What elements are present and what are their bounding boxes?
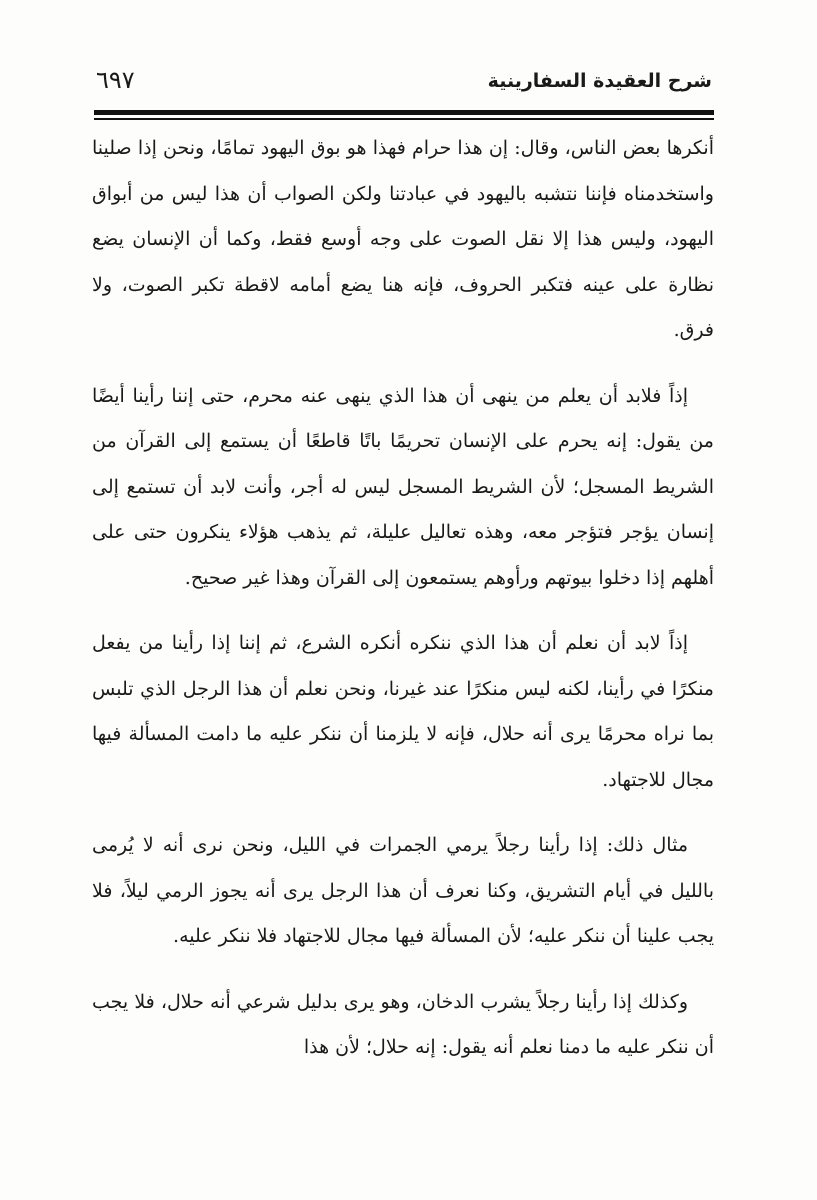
running-header bbox=[96, 62, 712, 102]
running-title: شرح العقيدة السفارينية bbox=[487, 70, 712, 92]
paragraph: وكذلك إذا رأينا رجلاً يشرب الدخان، وهو يرى بدليل شرعي أنه حلال، فلا يجب أن ننكر عليه ما دمنا نعلم أنه يقول: إنه حلال؛ لأن هذا bbox=[92, 990, 714, 1058]
paragraph: إذاً فلابد أن يعلم من ينهى أن هذا الذي ينهى عنه محرم، حتى إننا رأينا أيضًا من يقول: إنه يحرم على الإنسان تحريمًا باتًا قاطعًا أن يستمع إلى القرآن من الشريط المسجل؛ لأن الشريط المسجل ليس له أجر، وأنت لابد أن تستمع إلى إنسان يؤجر فتؤجر معه، وهذه تعاليل عليلة، ثم يذهب هؤلاء ينكرون حتى على أهلهم إذا دخلوا بيوتهم ورأوهم يستمعون إلى القرآن وهذا غير صحيح. bbox=[92, 384, 714, 589]
paragraph: أنكرها بعض الناس، وقال: إن هذا حرام فهذا هو بوق اليهود تمامًا، ونحن إذا صلينا واستخدمناه فإننا نتشبه باليهود في عبادتنا ولكن الصواب أن هذا ليس من أبواق اليهود، وليس هذا إلا نقل الصوت على وجه أوسع فقط، وكما أن الإنسان يضع نظارة على عينه فتكبر الحروف، فإنه هنا يضع أمامه لاقطة تكبر الصوت، ولا فرق. bbox=[92, 137, 714, 341]
paragraph: مثال ذلك: إذا رأينا رجلاً يرمي الجمرات في الليل، ونحن نرى أنه لا يُرمى بالليل في أيام التشريق، وكنا نعرف أن هذا الرجل يرى أنه يجوز الرمي ليلاً، فلا يجب علينا أن ننكر عليه؛ لأن المسألة فيها مجال للاجتهاد فلا ننكر عليه. bbox=[92, 834, 714, 947]
header-rule-thin bbox=[94, 118, 714, 120]
page-number: ٦٩٧ bbox=[96, 66, 135, 94]
body-text bbox=[92, 126, 714, 1071]
paragraph: إذاً لابد أن نعلم أن هذا الذي ننكره أنكره الشرع، ثم إننا إذا رأينا من يفعل منكرًا في رأينا، لكنه ليس منكرًا عند غيرنا، ونحن نعلم أن هذا الرجل الذي تلبس بما نراه محرمًا يرى أنه حلال، فإنه لا يلزمنا أن ننكر عليه ما دامت المسألة فيها مجال للاجتهاد. bbox=[92, 632, 714, 791]
header-rule-thick bbox=[94, 110, 714, 115]
